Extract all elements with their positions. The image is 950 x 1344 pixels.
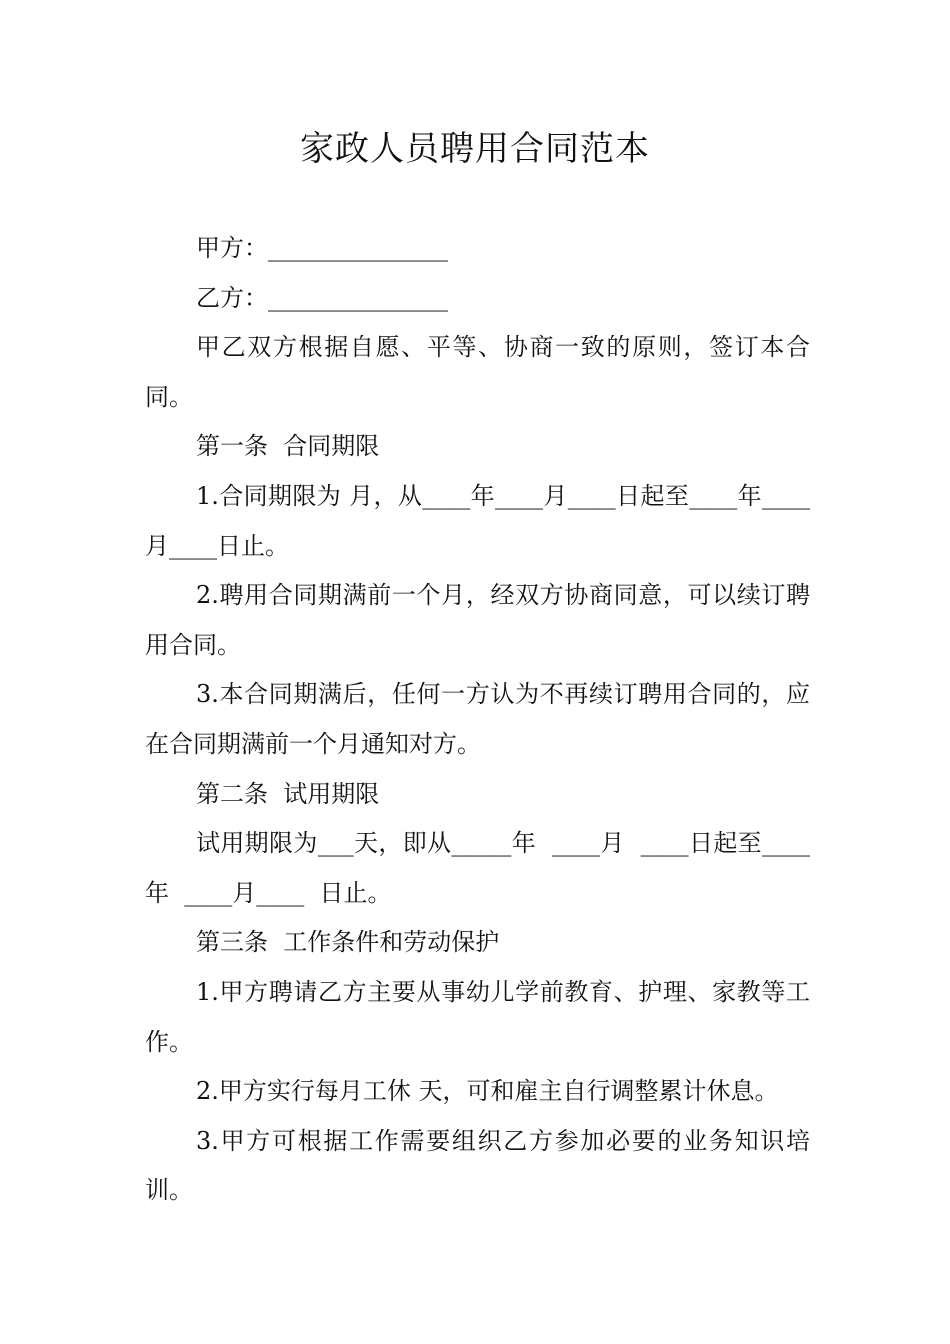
party-b-line: 乙方：_______________ (196, 283, 448, 312)
article-2-heading: 第二条 试用期限 (196, 779, 380, 808)
article-3-heading: 第三条 工作条件和劳动保护 (196, 928, 500, 957)
document-body (145, 224, 810, 1216)
article-3-clause-2: 2.甲方实行每月工休 天，可和雇主自行调整累计休息。 (196, 1077, 779, 1106)
article-1-heading: 第一条 合同期限 (196, 432, 380, 461)
article-3-clause-3: 3.甲方可根据工作需要组织乙方参加必要的业务知识培训。 (145, 1126, 810, 1205)
article-1-clause-2: 2.聘用合同期满前一个月，经双方协商同意，可以续订聘用合同。 (145, 581, 810, 659)
party-a-line: 甲方：_______________ (196, 234, 448, 262)
article-2-clause: 试用期限为___天，即从_____年 ____月 ____日起至____年 ____月____ 日止。 (145, 829, 810, 907)
article-1-clause-1: 1.合同期限为 月，从____年____月____日起至____年____月____日止。 (145, 481, 810, 560)
article-1-clause-3: 3.本合同期满后，任何一方认为不再续订聘用合同的，应在合同期满前一个月通知对方。 (145, 680, 810, 758)
article-3-clause-1: 1.甲方聘请乙方主要从事幼儿学前教育、护理、家教等工作。 (145, 977, 810, 1056)
document-title: 家政人员聘用合同范本 (300, 129, 650, 169)
preamble-paragraph: 甲乙双方根据自愿、平等、协商一致的原则，签订本合同。 (145, 333, 810, 411)
